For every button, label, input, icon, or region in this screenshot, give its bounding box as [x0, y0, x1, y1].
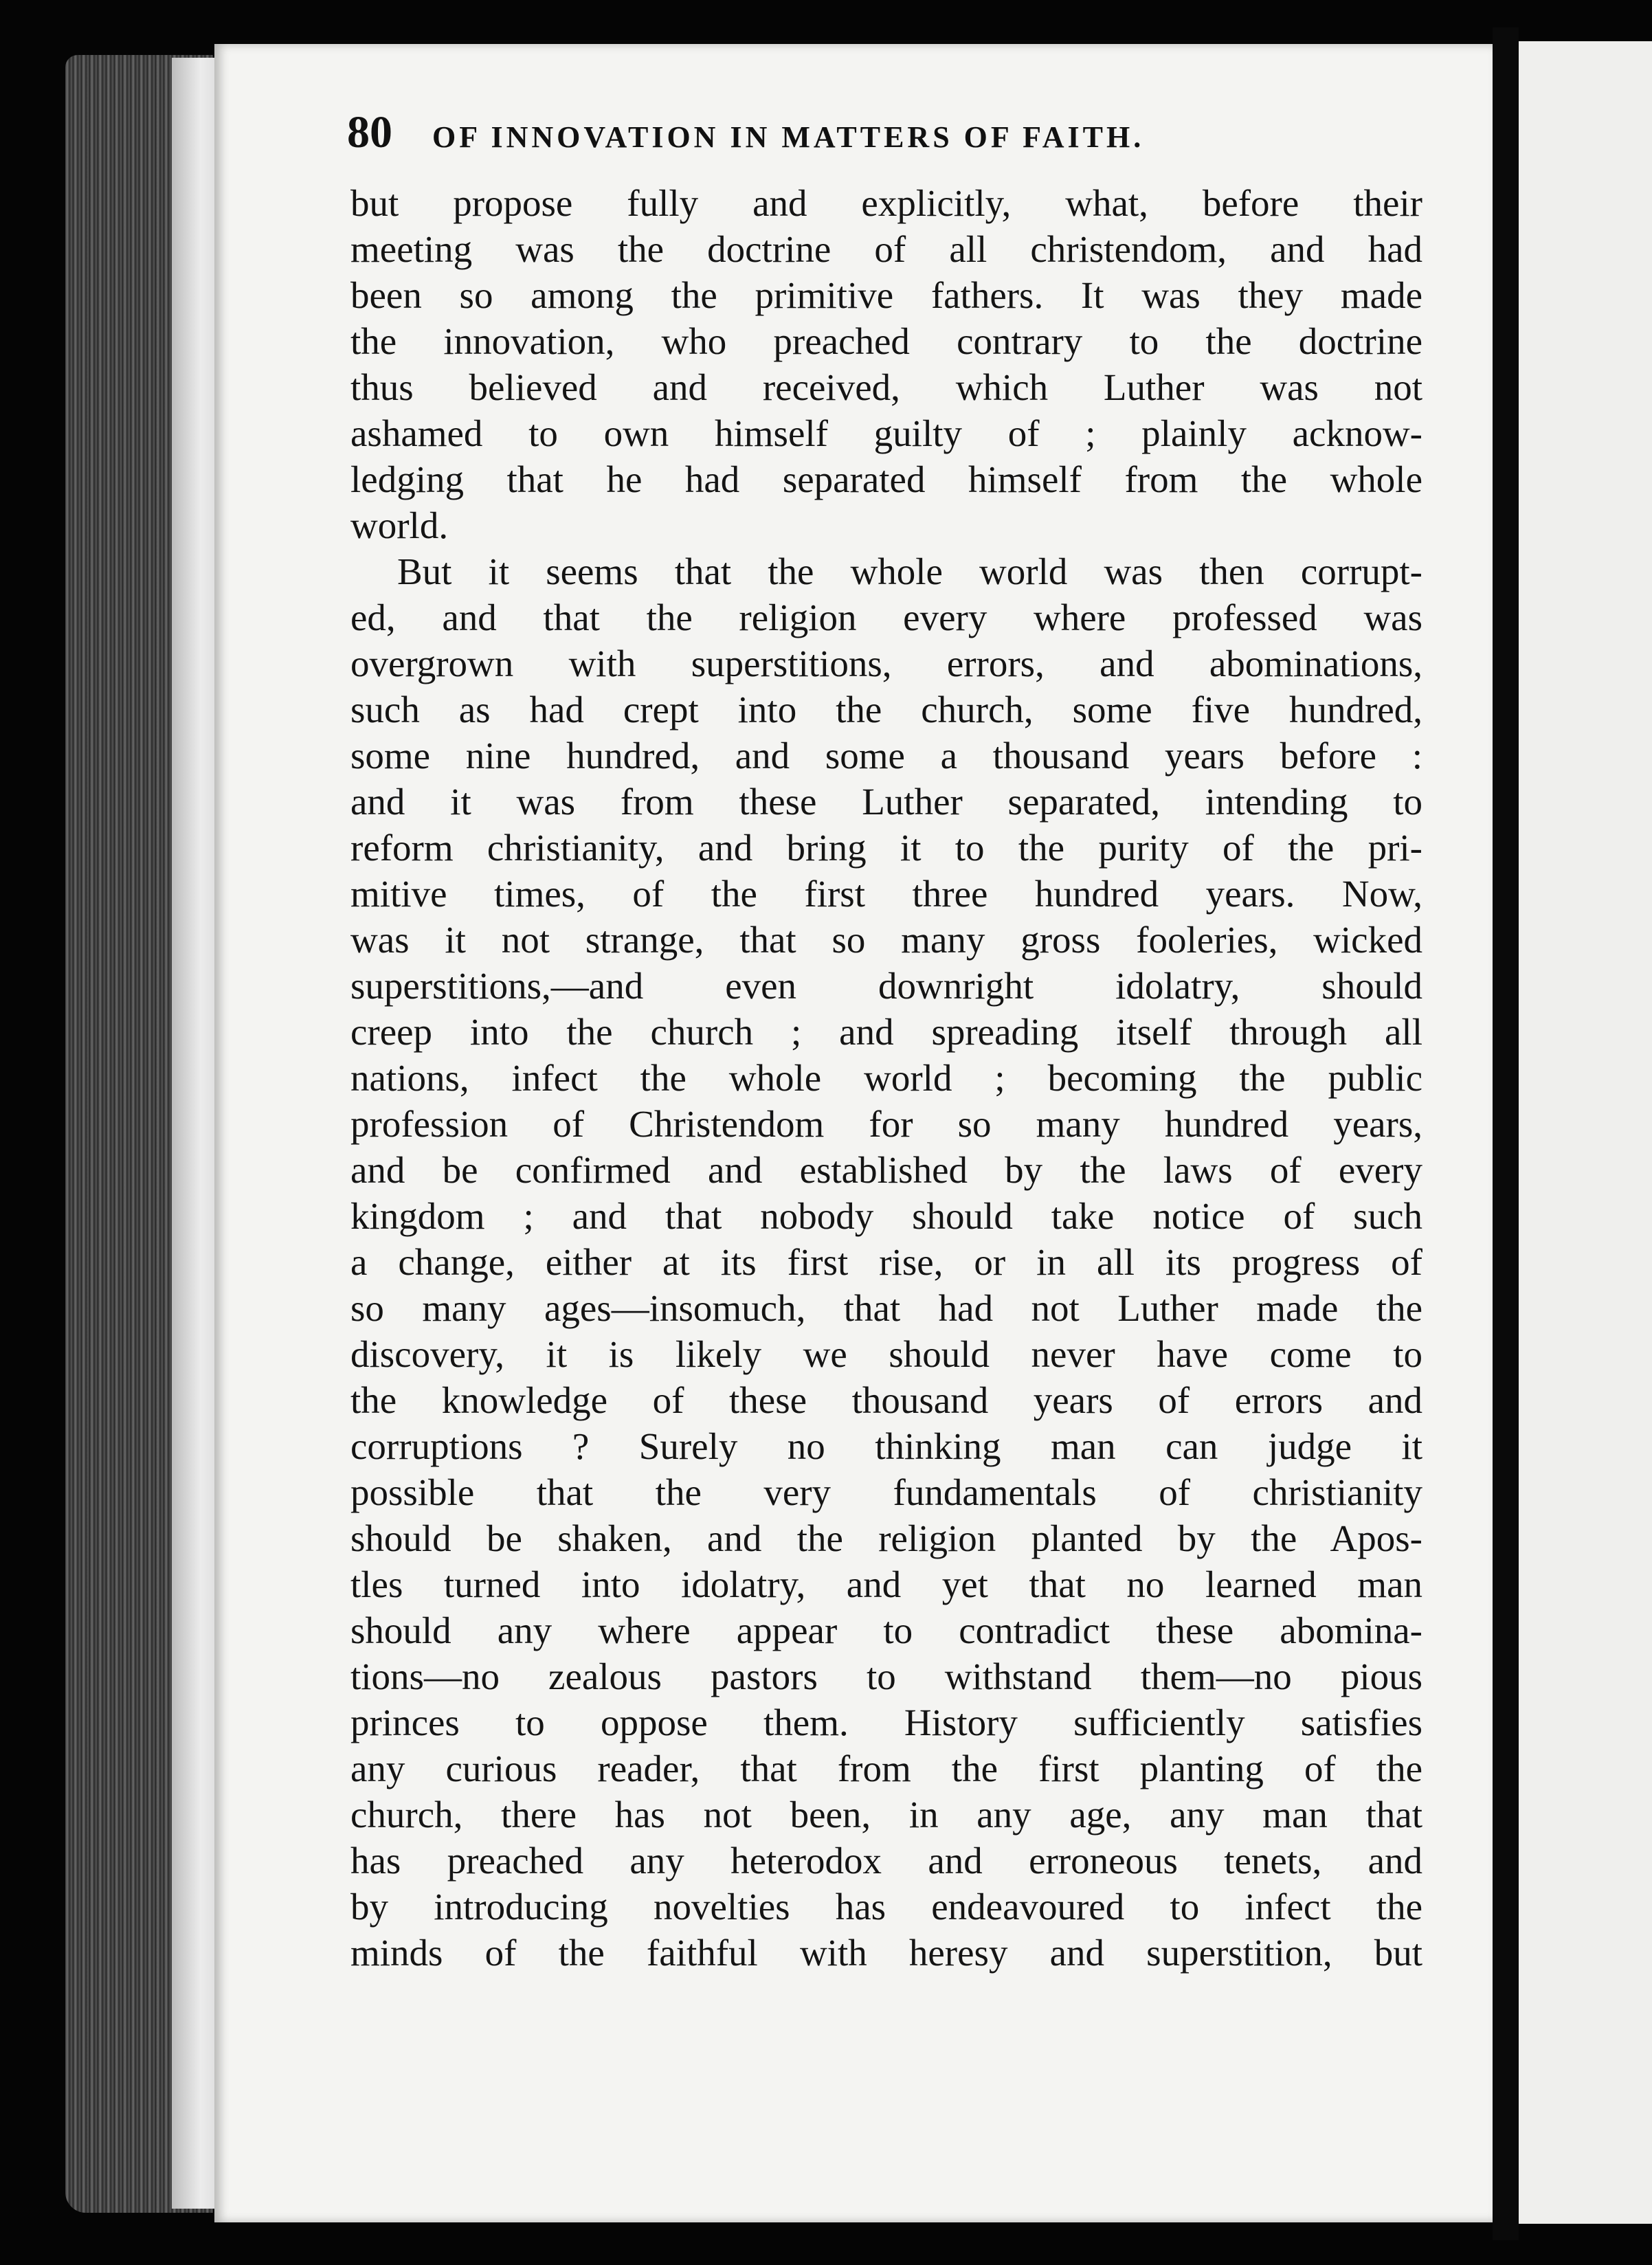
page-stack-edge	[172, 58, 220, 2209]
text-line: superstitions,—and even downright idolatry, should	[350, 965, 1422, 1007]
text-line: been so among the primitive fathers. It was they made	[350, 274, 1422, 316]
text-line: tles turned into idolatry, and yet that no learned man	[350, 1563, 1422, 1605]
text-line: possible that the very fundamentals of christianity	[350, 1471, 1422, 1513]
page-number: 80	[347, 107, 392, 157]
text-line: a change, either at its first rise, or in all its progress of	[350, 1241, 1422, 1283]
text-line: should any where appear to contradict these abomina-	[350, 1609, 1422, 1651]
text-line: But it seems that the whole world was then corrupt-	[397, 550, 1422, 592]
text-line: so many ages—insomuch, that had not Luther made the	[350, 1287, 1422, 1329]
text-line: ledging that he had separated himself from the whole	[350, 458, 1422, 500]
text-line: ed, and that the religion every where professed was	[350, 596, 1422, 638]
book-gutter	[1493, 27, 1519, 2240]
text-line: reform christianity, and bring it to the purity of the pri-	[350, 827, 1422, 869]
text-line: tions—no zealous pastors to withstand them—no pious	[350, 1655, 1422, 1697]
text-line: any curious reader, that from the first planting of the	[350, 1748, 1422, 1789]
text-line: thus believed and received, which Luther was not	[350, 366, 1422, 408]
text-line: overgrown with superstitions, errors, and abominations,	[350, 643, 1422, 684]
text-line: but propose fully and explicitly, what, before their	[350, 182, 1422, 224]
text-line: kingdom ; and that nobody should take notice of such	[350, 1195, 1422, 1237]
text-line: should be shaken, and the religion planted by the Apos-	[350, 1517, 1422, 1559]
text-line: has preached any heterodox and erroneous tenets, and	[350, 1840, 1422, 1882]
body-text	[350, 180, 1422, 1976]
running-head	[347, 107, 1447, 155]
text-line: corruptions ? Surely no thinking man can judge it	[350, 1425, 1422, 1467]
text-line: ashamed to own himself guilty of ; plainly acknow-	[350, 412, 1422, 454]
text-line: by introducing novelties has endeavoured to infect the	[350, 1886, 1422, 1928]
text-line: some nine hundred, and some a thousand years before :	[350, 735, 1422, 777]
text-line: meeting was the doctrine of all christendom, and had	[350, 228, 1422, 270]
text-line: the knowledge of these thousand years of errors and	[350, 1379, 1422, 1421]
text-line: was it not strange, that so many gross fooleries, wicked	[350, 919, 1422, 961]
text-line: minds of the faithful with heresy and superstition, but	[350, 1932, 1422, 1974]
facing-page	[1519, 41, 1652, 2224]
text-line: the innovation, who preached contrary to the doctrine	[350, 320, 1422, 362]
text-line: nations, infect the whole world ; becoming the public	[350, 1057, 1422, 1099]
text-line: and be confirmed and established by the laws of every	[350, 1149, 1422, 1191]
running-title: OF INNOVATION IN MATTERS OF FAITH.	[432, 120, 1145, 154]
text-line: profession of Christendom for so many hundred years,	[350, 1103, 1422, 1145]
text-line: and it was from these Luther separated, intending to	[350, 781, 1422, 823]
text-line: princes to oppose them. History sufficiently satisfies	[350, 1701, 1422, 1743]
text-line: mitive times, of the first three hundred years. Now,	[350, 873, 1422, 915]
text-line: world.	[350, 504, 449, 546]
text-line: such as had crept into the church, some five hundred,	[350, 689, 1422, 730]
text-line: church, there has not been, in any age, any man that	[350, 1794, 1422, 1836]
text-line: discovery, it is likely we should never have come to	[350, 1333, 1422, 1375]
text-line: creep into the church ; and spreading itself through all	[350, 1011, 1422, 1053]
